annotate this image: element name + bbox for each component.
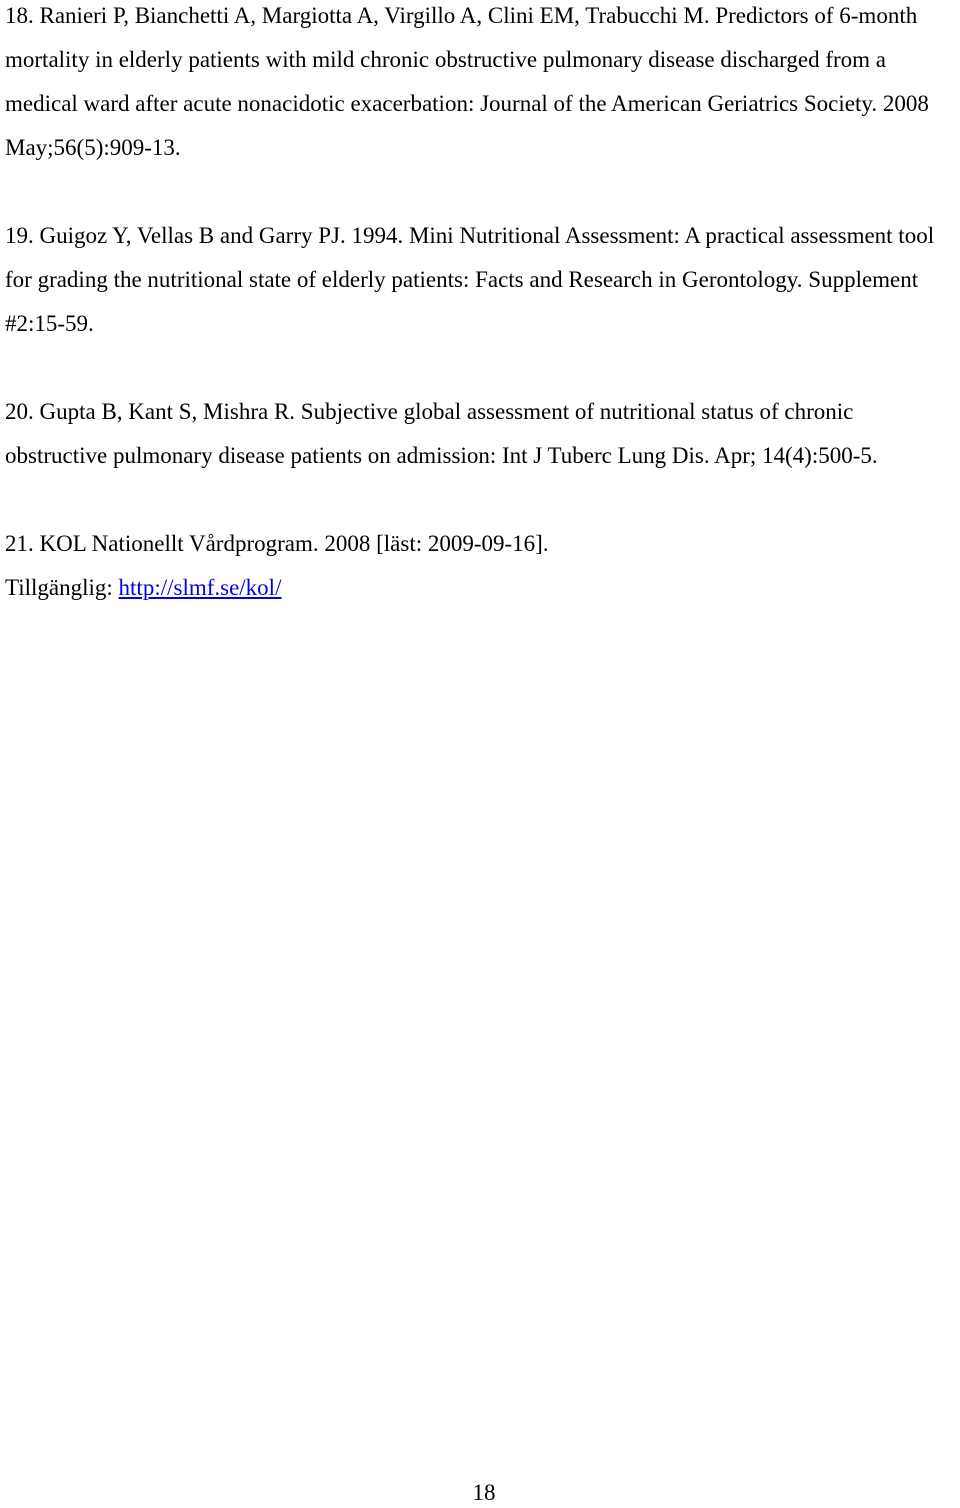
reference-18 — [5, 0, 960, 170]
reference-18-text: 18. Ranieri P, Bianchetti A, Margiotta A, Virgillo A, Clini EM, Trabucchi M. Predictors of 6-month mortality in elderly patients with mild chronic obstructive pulmonary disease discharged from a medical ward after acute nonacidotic exacerbation: Journal of the American Geriatrics Society. 2008 May;56(5):909-13. — [5, 3, 929, 160]
reference-21-text: 21. KOL Nationellt Vårdprogram. 2008 [läst: 2009-09-16]. — [5, 531, 549, 556]
reference-19 — [5, 214, 960, 346]
reference-19-text: 19. Guigoz Y, Vellas B and Garry PJ. 1994. Mini Nutritional Assessment: A practical assessment tool for grading the nutritional state of elderly patients: Facts and Research in Gerontology. Supplement #2:15-59. — [5, 223, 935, 336]
reference-21-link-prefix: Tillgänglig: — [5, 575, 119, 600]
page-number: 18 — [472, 1480, 496, 1505]
reference-list — [5, 0, 960, 610]
reference-21-link[interactable]: http://slmf.se/kol/ — [118, 575, 282, 600]
reference-21 — [5, 522, 960, 610]
reference-20-text: 20. Gupta B, Kant S, Mishra R. Subjective global assessment of nutritional status of chronic obstructive pulmonary disease patients on admission: Int J Tuberc Lung Dis. Apr; 14(4):500-5. — [5, 399, 878, 468]
reference-20 — [5, 390, 960, 478]
